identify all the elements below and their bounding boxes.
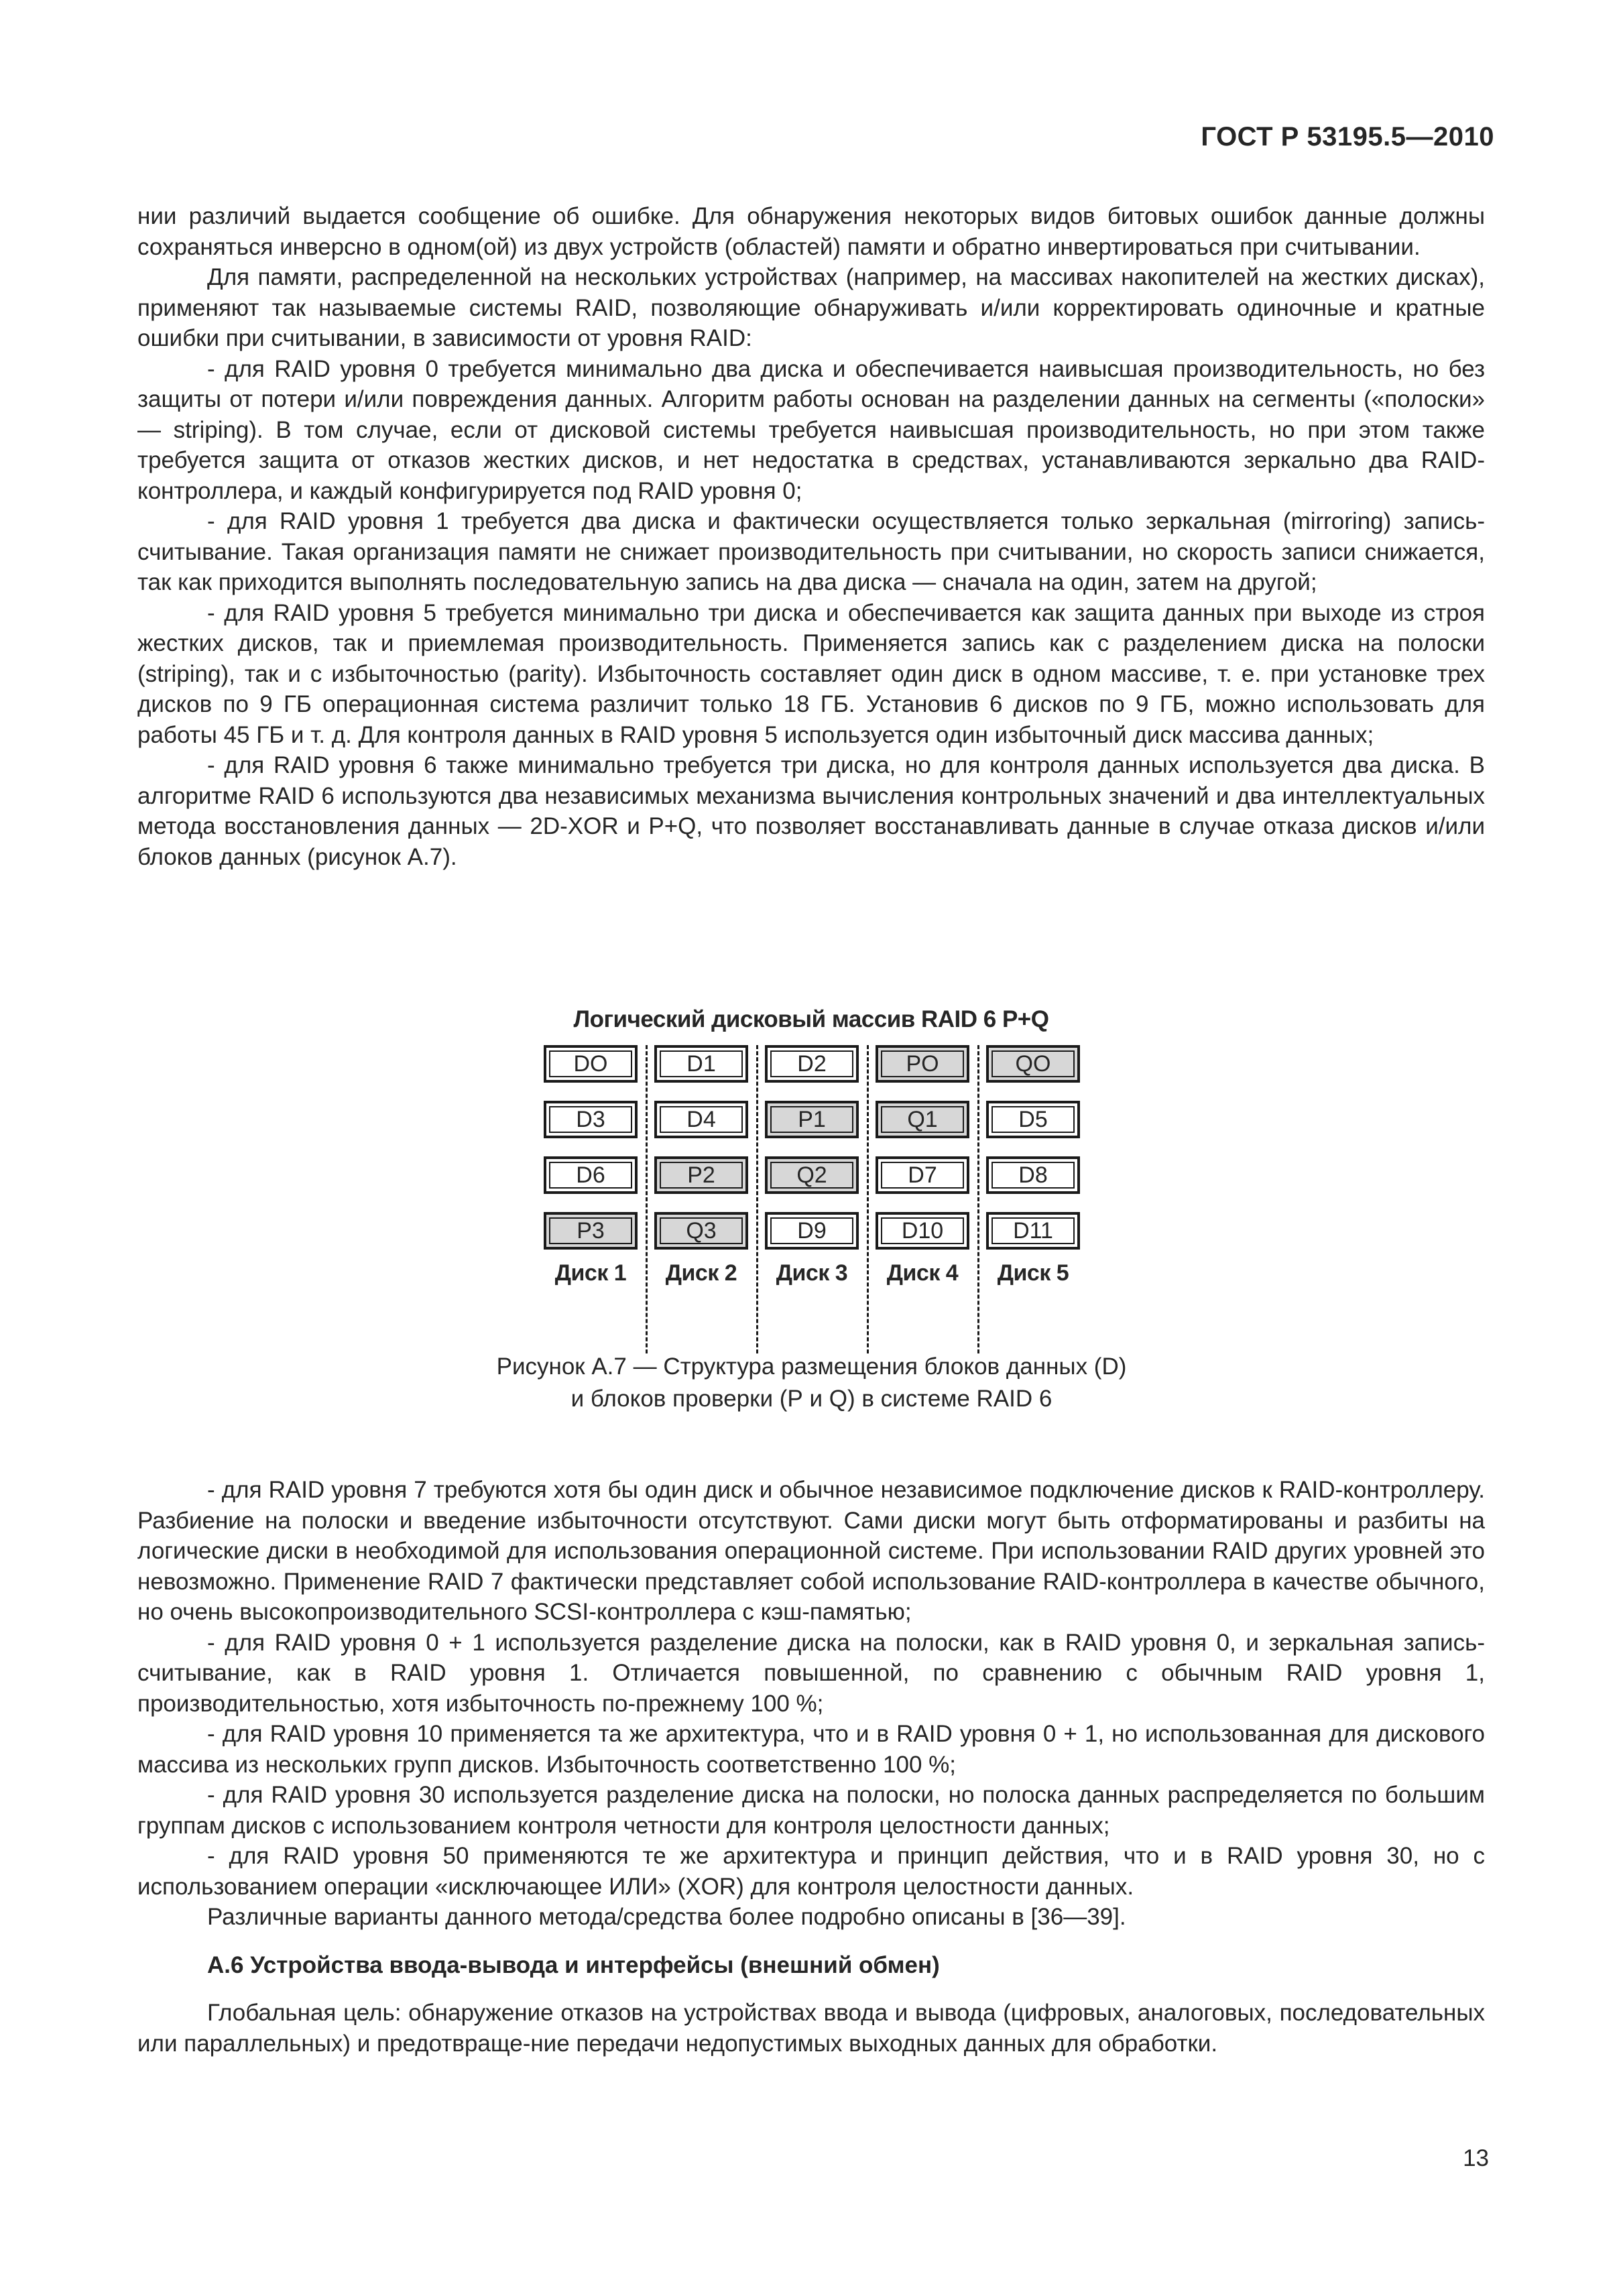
figure-title: Логический дисковый массив RAID 6 P+Q xyxy=(573,1006,1049,1032)
disk-separator xyxy=(646,1045,648,1353)
disk-label-4: Диск 4 xyxy=(886,1260,959,1286)
data-block-q2: Q2 xyxy=(765,1156,859,1194)
data-block-d9: D9 xyxy=(765,1212,859,1250)
paragraph: - для RAID уровня 7 требуются хотя бы один диск и обычное независимое подключение дисков к RAID-контроллеру. Разбиение на полоски и введение избыточности отсутствуют. Сами диски могут быть отформатированы и разбиты на логические диски в необходимой для использования операционной системе. При использовании RAID других уровней это невозможно. Применение RAID 7 фактически представляет собой использование RAID-контроллера в качестве обычного, но очень высокопроизводительного SCSI-контроллера с кэш-памятью; xyxy=(137,1477,1485,1625)
data-block-p3: P3 xyxy=(544,1212,638,1250)
paragraph: - для RAID уровня 6 также минимально требуется три диска, но для контроля данных используется два диска. В алгоритме RAID 6 используются два независимых механизма вычисления контрольных значений и два интеллектуальных метода восстановления данных — 2D-XOR и P+Q, что позволяет восстанавливать данные в случае отказа дисков и/или блоков данных (рисунок А.7). xyxy=(137,752,1485,870)
data-block-d5: D5 xyxy=(986,1101,1080,1138)
figure-caption xyxy=(0,1351,1623,1415)
data-block-d4: D4 xyxy=(654,1101,748,1138)
paragraph: нии различий выдается сообщение об ошибке. Для обнаружения некоторых видов битовых ошибок данные должны сохраняться инверсно в одном(ой) из двух устройств (областей) памяти и обратно инвертироваться при считывании. xyxy=(137,203,1485,260)
data-block-p2: P2 xyxy=(654,1156,748,1194)
disk-separator xyxy=(756,1045,758,1353)
paragraph: - для RAID уровня 50 применяются те же архитектура и принцип действия, что и в RAID уровня 30, но с использованием операции «исключающее ИЛИ» (XOR) для контроля целостности данных. xyxy=(137,1843,1485,1900)
bottom-text-block xyxy=(137,1475,1485,2059)
data-block-d6: D6 xyxy=(544,1156,638,1194)
page-number: 13 xyxy=(1463,2145,1489,2171)
data-block-d7: D7 xyxy=(876,1156,969,1194)
disk-separator xyxy=(867,1045,869,1353)
data-block-qo: QO xyxy=(986,1045,1080,1083)
block-grid xyxy=(544,1045,1086,1250)
data-block-d8: D8 xyxy=(986,1156,1080,1194)
raid6-figure xyxy=(536,1004,1086,1286)
data-block-p1: P1 xyxy=(765,1101,859,1138)
paragraph: Глобальная цель: обнаружение отказов на устройствах ввода и вывода (цифровых, аналоговых, последовательных или параллельных) и предотвраще-ние передачи недопустимых выходных данных для обработки. xyxy=(137,2000,1485,2057)
paragraph: - для RAID уровня 5 требуется минимально три диска и обеспечивается как защита данных при выходе из строя жестких дисков, так и приемлемая производительность. Применяется запись как с разделением диска на полоски (striping), так и с избыточностью (parity). Избыточность составляет один диск в одном массиве, т. е. при установке трех дисков по 9 ГБ операционная система различит только 18 ГБ. Установив 6 дисков по 9 ГБ, можно использовать для работы 45 ГБ и т. д. Для контроля данных в RAID уровня 5 используется один избыточный диск массива данных; xyxy=(137,599,1485,748)
data-block-d10: D10 xyxy=(876,1212,969,1250)
disk-label-3: Диск 3 xyxy=(776,1260,848,1286)
data-block-po: PO xyxy=(876,1045,969,1083)
paragraph: Различные варианты данного метода/средства более подробно описаны в [36—39]. xyxy=(207,1904,1126,1930)
paragraph: Для памяти, распределенной на нескольких устройствах (например, на массивах накопителей на жестких дисках), применяют так называемые системы RAID, позволяющие обнаруживать и/или корректировать одиночные и кратные ошибки при считывании, в зависимости от уровня RAID: xyxy=(137,264,1485,351)
paragraph: - для RAID уровня 10 применяется та же архитектура, что и в RAID уровня 0 + 1, но использованная для дискового массива из нескольких групп дисков. Избыточность соответственно 100 %; xyxy=(137,1721,1485,1778)
data-block-d3: D3 xyxy=(544,1101,638,1138)
data-block-do: DO xyxy=(544,1045,638,1083)
caption-line-1: Рисунок А.7 — Структура размещения блоков данных (D) xyxy=(496,1353,1127,1380)
paragraph: - для RAID уровня 30 используется разделение диска на полоски, но полоска данных распределяется по большим группам дисков с использованием контроля четности для контроля целостности данных; xyxy=(137,1782,1485,1839)
section-heading: А.6 Устройства ввода-вывода и интерфейсы (внешний обмен) xyxy=(207,1951,940,1978)
paragraph: - для RAID уровня 0 + 1 используется разделение диска на полоски, как в RAID уровня 0, и зеркальная запись-считывание, как в RAID уровня 1. Отличается повышенной, по сравнению с обычным RAID уровня 1, производительностью, хотя избыточность по-прежнему 100 %; xyxy=(137,1629,1485,1717)
disk-label-2: Диск 2 xyxy=(665,1260,737,1286)
caption-line-2: и блоков проверки (Р и Q) в системе RAID 6 xyxy=(570,1386,1053,1412)
data-block-d1: D1 xyxy=(654,1045,748,1083)
disk-label-5: Диск 5 xyxy=(997,1260,1069,1286)
document-code-header: ГОСТ Р 53195.5—2010 xyxy=(1201,122,1494,152)
disk-separator xyxy=(977,1045,979,1353)
data-block-q1: Q1 xyxy=(876,1101,969,1138)
data-block-d2: D2 xyxy=(765,1045,859,1083)
paragraph: - для RAID уровня 1 требуется два диска и фактически осуществляется только зеркальная (mirroring) запись-считывание. Такая организация памяти не снижает производительность при считывании, но скорость записи снижается, так как приходится выполнять последовательную запись на два диска — сначала на один, затем на другой; xyxy=(137,508,1485,595)
paragraph: - для RAID уровня 0 требуется минимально два диска и обеспечивается наивысшая производительность, но без защиты от потери и/или повреждения данных. Алгоритм работы основан на разделении данных на сегменты («полоски» — striping). В том случае, если от дисковой системы требуется наивысшая производительность, но при этом также требуется защита от отказов жестких дисков, и нет недостатка в средствах, устанавливаются зеркально два RAID-контроллера, и каждый конфигурируется под RAID уровня 0; xyxy=(137,355,1485,504)
disk-label-1: Диск 1 xyxy=(554,1260,627,1286)
data-block-d11: D11 xyxy=(986,1212,1080,1250)
disk-labels-row xyxy=(544,1260,1086,1286)
data-block-q3: Q3 xyxy=(654,1212,748,1250)
top-text-block xyxy=(137,201,1485,872)
